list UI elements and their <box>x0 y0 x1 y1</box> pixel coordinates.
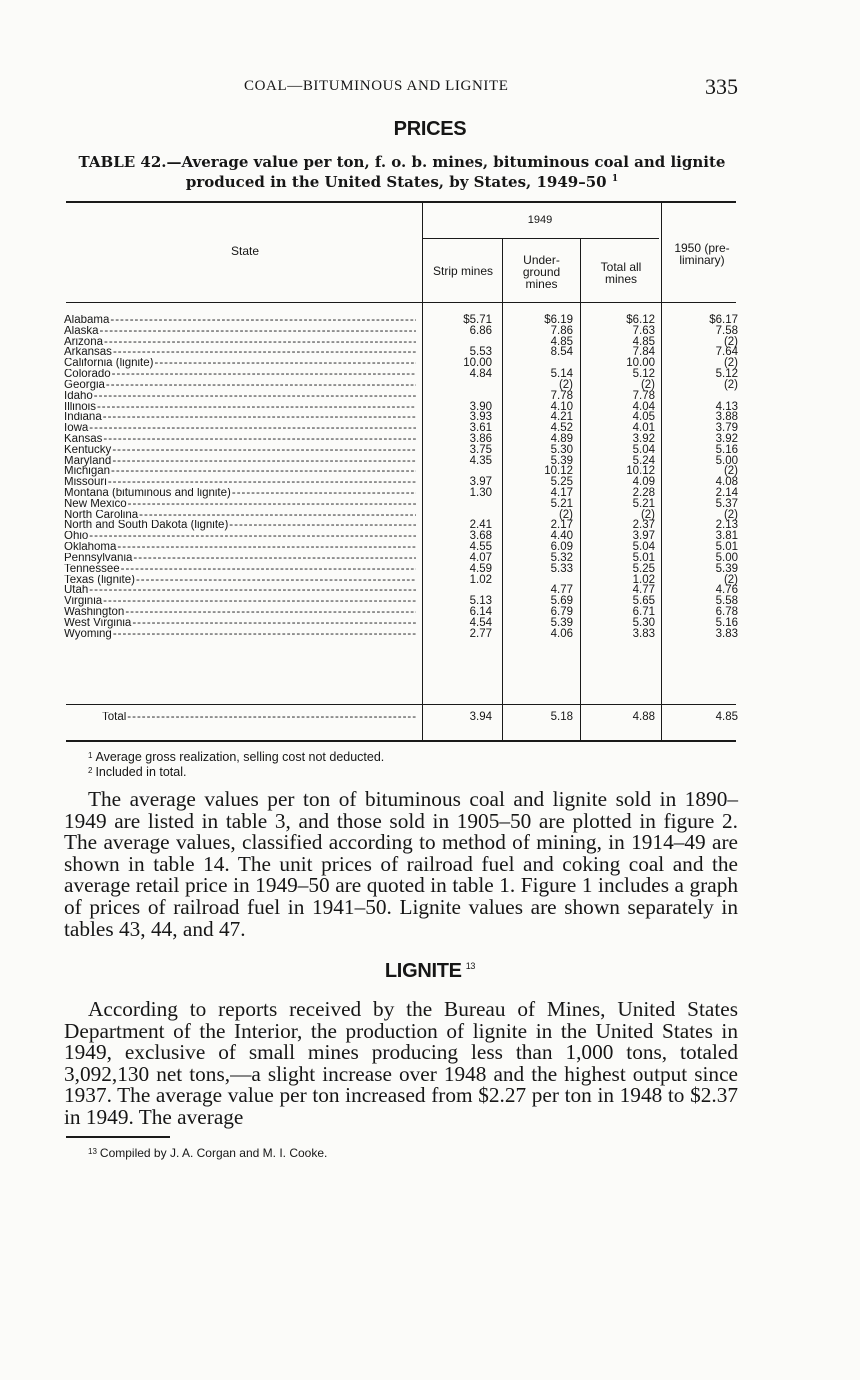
strip-value: 6.86 <box>469 324 492 337</box>
header-strip-mines: Strip mines <box>432 264 494 278</box>
value-1950: (2) <box>723 573 738 586</box>
state-name: Wyoming ----- <box>64 629 416 640</box>
strip-value: $5.71 <box>463 314 492 326</box>
table-bottom-rule <box>66 740 736 742</box>
underground-value: 5.33 <box>550 562 573 575</box>
table-caption-footnote-mark: 1 <box>611 174 619 184</box>
underground-value: 5.39 <box>550 454 573 467</box>
table-body <box>64 315 744 639</box>
state-name: Utah ----- <box>64 585 416 596</box>
state-name: Indiana ----- <box>64 412 416 423</box>
value-1950: (2) <box>723 508 738 521</box>
state-name: Washington ----- <box>64 607 416 618</box>
strip-value: 3.97 <box>469 476 492 489</box>
header-underground <box>503 254 580 290</box>
page-footnote-text: Compiled by J. A. Corgan and M. I. Cooke. <box>99 1146 328 1160</box>
total-value: 10.00 <box>626 357 655 370</box>
footnote-mark: 1 <box>88 751 93 760</box>
value-1950: 3.81 <box>715 530 738 543</box>
total-value: 5.12 <box>632 368 655 381</box>
table-footnote <box>88 764 384 779</box>
table-top-rule <box>66 201 736 203</box>
table-row <box>64 391 744 402</box>
total-value: 5.24 <box>632 454 655 467</box>
total-value: 2.28 <box>632 487 655 499</box>
total-strip-value: 3.94 <box>469 711 492 723</box>
footnote-text: Average gross realization, selling cost not deducted. <box>95 750 385 764</box>
total-value: 5.04 <box>632 541 655 554</box>
header-1949: 1949 <box>527 214 553 226</box>
page-footnote-mark: 13 <box>88 1147 97 1156</box>
state-name: Maryland ----- <box>64 456 416 467</box>
state-name: Idaho ----- <box>64 391 416 402</box>
header-underground-line-3: mines <box>525 277 558 291</box>
strip-value: 4.54 <box>469 616 492 629</box>
value-1950: 3.79 <box>715 422 738 435</box>
header-1949-rule <box>423 238 659 239</box>
table-caption-text-2: produced in the United States, by States, 1949–50 <box>185 173 607 191</box>
state-name: Montana (bituminous and lignite) ----- <box>64 488 416 499</box>
total-value: 5.04 <box>632 443 655 456</box>
running-head <box>64 76 740 100</box>
strip-value: 3.93 <box>469 411 492 424</box>
value-1950: 3.83 <box>715 627 738 640</box>
underground-value: 4.85 <box>550 335 573 348</box>
section-heading-prices: PRICES <box>393 118 467 140</box>
strip-value: 6.14 <box>469 605 492 618</box>
state-name: California (lignite) ----- <box>64 358 416 369</box>
total-value: 6.71 <box>632 605 655 618</box>
total-value: 3.83 <box>632 627 655 640</box>
value-1950: 2.13 <box>715 519 738 532</box>
value-1950: 5.12 <box>715 368 738 381</box>
value-1950: 3.88 <box>715 411 738 424</box>
underground-value: 6.79 <box>550 605 573 618</box>
value-1950: 4.13 <box>715 400 738 413</box>
table-caption-line-1 <box>64 154 740 171</box>
table-row <box>64 499 744 510</box>
header-underground-line-2: ground <box>522 265 561 279</box>
state-name: Oklahoma ----- <box>64 542 416 553</box>
underground-value: 4.10 <box>550 400 573 413</box>
underground-value: 5.69 <box>550 595 573 608</box>
footnote-mark: 2 <box>88 766 93 775</box>
underground-value: 7.78 <box>550 389 573 402</box>
state-name: Pennsylvania ----- <box>64 553 416 564</box>
strip-value: 10.00 <box>463 357 492 370</box>
value-1950: 7.58 <box>715 324 738 337</box>
state-name: Arizona ----- <box>64 337 416 348</box>
value-1950: 5.58 <box>715 595 738 608</box>
state-name: Texas (lignite) ----- <box>64 575 416 586</box>
value-1950: (2) <box>723 335 738 348</box>
value-1950: 4.76 <box>715 584 738 597</box>
strip-value: 2.41 <box>469 519 492 532</box>
underground-value: 4.89 <box>550 432 573 445</box>
value-1950: 2.14 <box>715 487 738 499</box>
total-value: 4.05 <box>632 411 655 424</box>
header-state: State <box>230 244 260 258</box>
underground-value: 5.32 <box>550 551 573 564</box>
total-top-rule <box>66 704 736 705</box>
strip-value: 3.68 <box>469 530 492 543</box>
value-1950: 7.64 <box>715 346 738 359</box>
table-row <box>64 445 744 456</box>
total-value: (2) <box>640 378 655 391</box>
total-value: 4.04 <box>632 400 655 413</box>
total-value: 5.65 <box>632 595 655 608</box>
table-row <box>64 564 744 575</box>
strip-value: 4.84 <box>469 368 492 381</box>
strip-value: 3.90 <box>469 400 492 413</box>
state-name: Kentucky ----- <box>64 445 416 456</box>
value-1950: 5.37 <box>715 497 738 510</box>
table-total-row <box>64 712 744 726</box>
paragraph-prices: The average values per ton of bituminous coal and lignite sold in 1890–1949 are listed in table 3, and those sold in 1905–50 are plotted in figure 2. The average values, classified according to method of mining, in 1914–49 are shown in table 14. The unit prices of railroad fuel and coking coal and the average retail price in 1949–50 are quoted in table 1. Figure 1 includes a graph of prices of railroad fuel in 1941–50. Lignite values are shown separately in tables 43, 44, and 47. <box>64 787 738 941</box>
underground-value: 4.40 <box>550 530 573 543</box>
page-number: 335 <box>705 74 738 99</box>
header-underground-line-1: Under- <box>523 253 560 267</box>
value-1950: 5.00 <box>715 454 738 467</box>
table-caption <box>64 154 740 191</box>
value-1950: (2) <box>723 465 738 478</box>
strip-value: 1.30 <box>469 487 492 499</box>
value-1950: 5.16 <box>715 616 738 629</box>
value-1950: 6.78 <box>715 605 738 618</box>
underground-value: 4.21 <box>550 411 573 424</box>
table-footnotes <box>88 749 384 779</box>
underground-value: $6.19 <box>544 314 573 326</box>
underground-value: (2) <box>558 378 573 391</box>
state-name: Virginia ----- <box>64 596 416 607</box>
total-value: 5.21 <box>632 497 655 510</box>
table-caption-line-2 <box>64 171 740 191</box>
table-row <box>64 326 744 337</box>
strip-value: 5.53 <box>469 346 492 359</box>
header-total-line-2: mines <box>604 272 637 286</box>
header-total-all-mines <box>581 261 661 285</box>
running-head-title: COAL—BITUMINOUS AND LIGNITE <box>244 78 509 94</box>
state-name: Arkansas ----- <box>64 347 416 358</box>
strip-value: 3.75 <box>469 443 492 456</box>
total-label: Total ----- <box>102 712 416 723</box>
underground-value: 5.30 <box>550 443 573 456</box>
state-name: Colorado ----- <box>64 369 416 380</box>
strip-value: 5.13 <box>469 595 492 608</box>
value-1950: 5.16 <box>715 443 738 456</box>
strip-value: 1.02 <box>469 573 492 586</box>
total-1950-value: 4.85 <box>715 711 738 723</box>
state-name: New Mexico ----- <box>64 499 416 510</box>
total-value: 4.01 <box>632 422 655 435</box>
strip-value: 2.77 <box>469 627 492 640</box>
underground-value: 5.25 <box>550 476 573 489</box>
strip-value: 4.59 <box>469 562 492 575</box>
underground-value: 5.14 <box>550 368 573 381</box>
state-name: North and South Dakota (lignite) ----- <box>64 520 416 531</box>
strip-value: 4.55 <box>469 541 492 554</box>
state-name: West Virginia ----- <box>64 618 416 629</box>
total-value: 10.12 <box>626 465 655 478</box>
underground-value: 10.12 <box>544 465 573 478</box>
total-value: 7.78 <box>632 389 655 402</box>
state-name: Ohio ----- <box>64 531 416 542</box>
total-value: 4.85 <box>632 335 655 348</box>
table-row <box>64 618 744 629</box>
value-1950: 3.92 <box>715 432 738 445</box>
footnote-text: Included in total. <box>95 765 187 779</box>
page-footnote <box>88 1146 327 1160</box>
underground-value: (2) <box>558 508 573 521</box>
total-value: 5.01 <box>632 551 655 564</box>
strip-value: 3.61 <box>469 422 492 435</box>
underground-value: 6.09 <box>550 541 573 554</box>
underground-value: 5.39 <box>550 616 573 629</box>
state-name: Georgia ----- <box>64 380 416 391</box>
table-caption-text-1: —Average value per ton, f. o. b. mines, bituminous coal and lignite <box>166 153 726 171</box>
total-value: 7.84 <box>632 346 655 359</box>
header-1950-line-1: 1950 (pre- <box>674 241 730 255</box>
state-name: Kansas ----- <box>64 434 416 445</box>
header-bottom-rule <box>66 302 736 303</box>
header-total-line-1: Total all <box>600 260 642 274</box>
state-name: Alabama ----- <box>64 315 416 326</box>
state-name: Iowa ----- <box>64 423 416 434</box>
lignite-footnote-mark: 13 <box>465 961 476 972</box>
value-1950: 4.08 <box>715 476 738 489</box>
strip-value: 3.86 <box>469 432 492 445</box>
total-value: 2.37 <box>632 519 655 532</box>
total-value: 7.63 <box>632 324 655 337</box>
state-name: North Carolina ----- <box>64 510 416 521</box>
header-1950-line-2: liminary) <box>679 253 725 267</box>
underground-value: 4.77 <box>550 584 573 597</box>
total-value: $6.12 <box>626 314 655 326</box>
value-1950: $6.17 <box>709 314 738 326</box>
total-value: 3.92 <box>632 432 655 445</box>
total-all-value: 4.88 <box>632 711 655 723</box>
table-number: TABLE 42. <box>78 153 167 171</box>
total-value: 4.77 <box>632 584 655 597</box>
underground-value: 4.52 <box>550 422 573 435</box>
footnote-separator <box>66 1136 170 1138</box>
strip-value: 4.35 <box>469 454 492 467</box>
table-footnote <box>88 749 384 764</box>
value-1950: (2) <box>723 357 738 370</box>
section-heading-lignite-text: LIGNITE <box>384 960 462 982</box>
state-name: Missouri ----- <box>64 477 416 488</box>
underground-value: 5.21 <box>550 497 573 510</box>
table-row <box>64 629 744 640</box>
value-1950: 5.39 <box>715 562 738 575</box>
underground-value: 4.06 <box>550 627 573 640</box>
underground-value: 7.86 <box>550 324 573 337</box>
underground-value: 8.54 <box>550 346 573 359</box>
state-name: Tennessee ----- <box>64 564 416 575</box>
total-underground-value: 5.18 <box>550 711 573 723</box>
total-value: (2) <box>640 508 655 521</box>
value-1950: 5.01 <box>715 541 738 554</box>
paragraph-lignite: According to reports received by the Bureau of Mines, United States Department of the Interior, the production of lignite in the United States in 1949, exclusive of small mines producing less than 1,000 tons, totaled 3,092,130 net tons,—a slight increase over 1948 and the highest output since 1937. The average value per ton increased from $2.27 per ton in 1948 to $2.37 in 1949. The average <box>64 997 738 1129</box>
value-1950: 5.00 <box>715 551 738 564</box>
total-value: 3.97 <box>632 530 655 543</box>
section-heading-lignite <box>0 960 860 983</box>
total-value: 4.09 <box>632 476 655 489</box>
underground-value: 2.17 <box>550 519 573 532</box>
total-value: 5.25 <box>632 562 655 575</box>
state-name: Illinois ----- <box>64 402 416 413</box>
strip-value: 4.07 <box>469 551 492 564</box>
value-1950: (2) <box>723 378 738 391</box>
total-value: 5.30 <box>632 616 655 629</box>
state-name: Alaska ----- <box>64 326 416 337</box>
state-name: Michigan ----- <box>64 466 416 477</box>
total-value: 1.02 <box>632 573 655 586</box>
underground-value: 4.17 <box>550 487 573 499</box>
header-1950-preliminary <box>663 242 741 266</box>
